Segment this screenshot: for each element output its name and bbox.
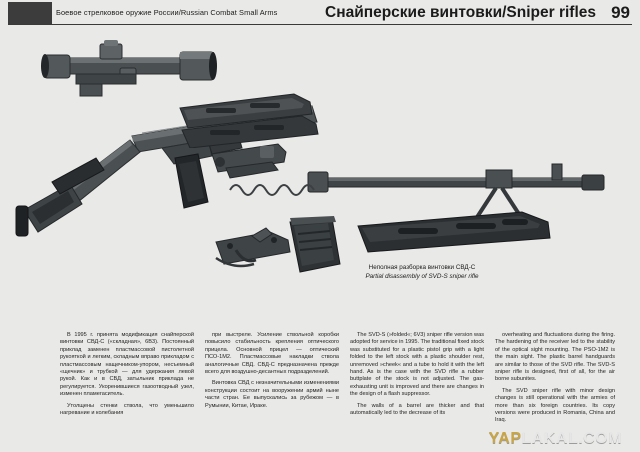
watermark-highlight: YAP	[488, 430, 522, 447]
text-column-1	[60, 332, 194, 421]
paragraph: overheating and fluctuations during the firing. The hardening of the receiver led to the stability of the optical sight mounting. The PSO-1M2 is the main sight. The plastic barrel handguards are similar to those of the SVD rifle. The SVD-S sniper rifle is designed, first of all, for the air borne subunites.	[495, 332, 615, 383]
figure-caption-en: Partial disassembly of SVD-S sniper rifle	[365, 272, 479, 280]
section-title-en: Sniper rifles	[506, 4, 596, 21]
recoil-spring-icon	[226, 176, 346, 202]
fore-end-handguard-icon	[352, 204, 582, 264]
book-title: Боевое стрелковое оружие России/Russian Combat Small Arms	[56, 8, 278, 17]
page-header	[0, 0, 640, 26]
watermark-rest: LAKAL.COM	[521, 430, 622, 447]
figure-illustration	[0, 26, 640, 326]
paragraph: The SVD sniper rifle with minor design changes is still operational with the armies of more than six foreign countries. Its copy versions were produced in Romania, China and Iraq.	[495, 387, 615, 424]
header-divider	[8, 24, 632, 25]
header-tab-block	[8, 2, 52, 24]
paragraph: Утолщены стенки ствола, что уменьшило нагревание и колебания	[60, 402, 194, 417]
page-number: 99	[611, 3, 630, 22]
section-title	[325, 4, 596, 22]
text-column-3	[350, 332, 484, 421]
paragraph: The walls of a barrel are thicker and that automatically led to the decrease of its	[350, 402, 484, 417]
text-column-4	[495, 332, 615, 429]
paragraph: The SVD-S (»folded«; 6V3) sniper rifle version was adopted for service in 1995. The traditional fixed stock was substituted for a plastic pistol grip with a light folded to the left stock with a plastic shoulder rest, unremoved »cheek« and a tube to hold it with the left hand. As is the case with the SVD rifle a rubber buttplate of the stock is not adjusted. The gas-exhausting unit is improved and there are changes in the design of a flash suppressor.	[350, 332, 484, 398]
figure-caption-ru: Неполная разборка винтовки СВД-С	[368, 264, 476, 271]
section-title-ru: Снайперские винтовки	[325, 4, 503, 21]
watermark	[489, 430, 622, 448]
paragraph: Винтовка СВД с незначительными изменениями конструкции состоит на вооружении армий ныне части стран. Ее выпускались за рубежом — в Румынии, Китае, Ираке.	[205, 380, 339, 409]
figure-caption	[332, 264, 512, 281]
paragraph: В 1995 г. принята модификация снайперской винтовки СВД-С («складная», 6В3). Постоянный приклад заменен пластмассовой пистолетной рукояткой и легким, складным вправо прикладом с пластмассовым нащечником-упором, несъемный «щечник» и трубкой — для удержания левой рукой. Как и в СВД, затыльник приклада не регулируется. Укоренившиеся газоотводный узел, изменен пламегаситель.	[60, 332, 194, 398]
text-column-2	[205, 332, 339, 414]
paragraph: при выстреле. Усиление ствольной коробки повысило стабильность крепления оптического прицела. Основной прицел — оптический ПСО-1М2. Пластмассовые накладки ствола аналогичные СВД. СВД-С предназначена прежде всего для воздушно-десантных подразделений.	[205, 332, 339, 376]
section-title-separator: /	[502, 4, 507, 21]
